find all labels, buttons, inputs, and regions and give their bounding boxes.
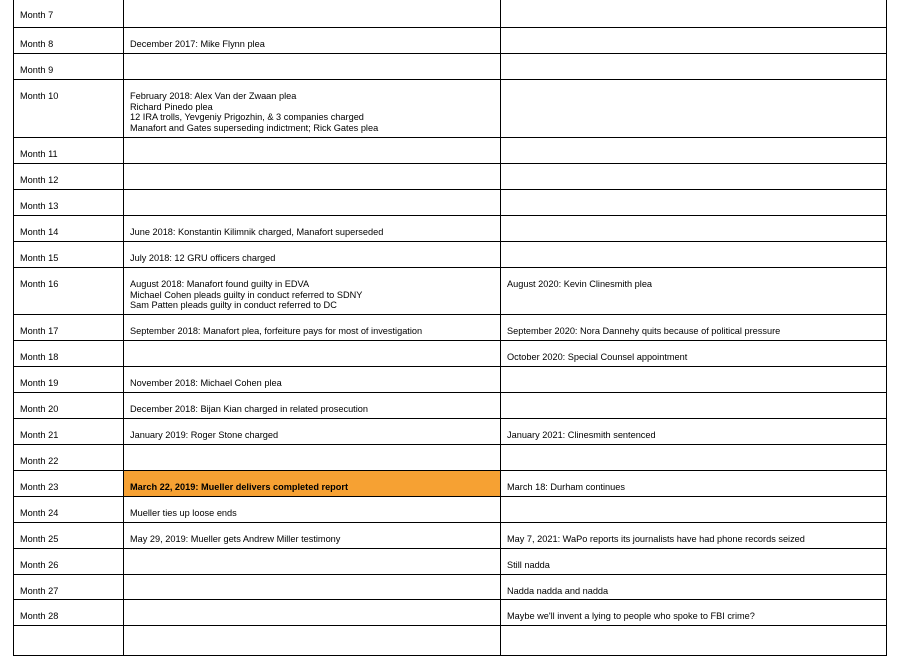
month-cell[interactable]: Month 19 <box>14 367 124 393</box>
durham-cell[interactable] <box>501 164 887 190</box>
month-cell[interactable]: Month 10 <box>14 80 124 138</box>
month-cell[interactable]: Month 13 <box>14 190 124 216</box>
mueller-cell[interactable] <box>124 575 501 600</box>
durham-cell[interactable] <box>501 54 887 80</box>
table-row <box>14 626 887 656</box>
durham-entry: March 18: Durham continues <box>507 482 625 492</box>
durham-entry: Still nadda <box>507 560 550 570</box>
mueller-cell[interactable] <box>124 315 501 341</box>
durham-cell[interactable] <box>501 549 887 575</box>
table-row <box>14 497 887 523</box>
mueller-entry: February 2018: Alex Van der Zwaan plea <box>130 91 297 101</box>
mueller-entry: Michael Cohen pleads guilty in conduct referred to SDNY <box>130 289 363 300</box>
table-row <box>14 242 887 268</box>
mueller-entry: Sam Patten pleads guilty in conduct referred to DC <box>130 300 337 311</box>
month-cell[interactable]: Month 12 <box>14 164 124 190</box>
mueller-entry: 12 IRA trolls, Yevgeniy Prigozhin, & 3 companies charged <box>130 112 364 123</box>
month-cell[interactable]: Month 7 <box>14 0 124 28</box>
timeline-table <box>13 0 887 656</box>
table-row <box>14 216 887 242</box>
month-cell[interactable]: Month 22 <box>14 445 124 471</box>
mueller-cell[interactable] <box>124 164 501 190</box>
mueller-cell[interactable] <box>124 138 501 164</box>
mueller-entry: August 2018: Manafort found guilty in EDVA <box>130 279 310 289</box>
mueller-cell[interactable] <box>124 523 501 549</box>
month-cell[interactable]: Month 28 <box>14 600 124 626</box>
mueller-entry: December 2018: Bijan Kian charged in related prosecution <box>130 404 369 414</box>
table-row <box>14 393 887 419</box>
mueller-entry: March 22, 2019: Mueller delivers completed report <box>130 482 349 492</box>
table-row <box>14 54 887 80</box>
mueller-cell[interactable] <box>124 190 501 216</box>
durham-cell[interactable] <box>501 138 887 164</box>
mueller-entry: Mueller ties up loose ends <box>130 508 237 518</box>
mueller-entry: December 2017: Mike Flynn plea <box>130 39 265 49</box>
mueller-entry: January 2019: Roger Stone charged <box>130 430 279 440</box>
month-cell[interactable]: Month 8 <box>14 28 124 54</box>
durham-cell[interactable] <box>501 575 887 600</box>
durham-entry: Nadda nadda and nadda <box>507 586 609 596</box>
month-cell[interactable]: Month 23 <box>14 471 124 497</box>
mueller-entry: Richard Pinedo plea <box>130 101 213 112</box>
table-row <box>14 367 887 393</box>
mueller-cell[interactable] <box>124 471 501 497</box>
mueller-cell[interactable] <box>124 367 501 393</box>
mueller-cell[interactable] <box>124 419 501 445</box>
durham-cell[interactable] <box>501 393 887 419</box>
mueller-cell[interactable] <box>124 393 501 419</box>
table-row <box>14 190 887 216</box>
mueller-cell[interactable] <box>124 80 501 138</box>
timeline-rows <box>14 0 887 656</box>
table-row <box>14 341 887 367</box>
table-row <box>14 445 887 471</box>
table-row <box>14 471 887 497</box>
mueller-cell[interactable] <box>124 268 501 315</box>
mueller-entry: September 2018: Manafort plea, forfeiture pays for most of investigation <box>130 326 423 336</box>
mueller-cell[interactable] <box>124 341 501 367</box>
table-row <box>14 419 887 445</box>
mueller-entry: Manafort and Gates superseding indictment; Rick Gates plea <box>130 122 379 133</box>
month-cell[interactable]: Month 20 <box>14 393 124 419</box>
table-row <box>14 575 887 600</box>
mueller-entry: May 29, 2019: Mueller gets Andrew Miller testimony <box>130 534 341 544</box>
table-row <box>14 549 887 575</box>
mueller-cell[interactable] <box>124 216 501 242</box>
mueller-cell[interactable] <box>124 0 501 28</box>
durham-entry: August 2020: Kevin Clinesmith plea <box>507 279 653 289</box>
mueller-entry: July 2018: 12 GRU officers charged <box>130 253 276 263</box>
durham-cell[interactable] <box>501 626 887 656</box>
table-row <box>14 600 887 626</box>
month-cell[interactable]: Month 15 <box>14 242 124 268</box>
mueller-cell[interactable] <box>124 497 501 523</box>
durham-cell[interactable] <box>501 600 887 626</box>
durham-cell[interactable] <box>501 268 887 315</box>
month-cell[interactable]: Month 11 <box>14 138 124 164</box>
durham-cell[interactable] <box>501 419 887 445</box>
mueller-cell[interactable] <box>124 626 501 656</box>
durham-cell[interactable] <box>501 190 887 216</box>
table-row <box>14 268 887 315</box>
durham-cell[interactable] <box>501 341 887 367</box>
month-cell[interactable]: Month 18 <box>14 341 124 367</box>
durham-cell[interactable] <box>501 80 887 138</box>
table-row <box>14 0 887 28</box>
month-cell[interactable]: Month 26 <box>14 549 124 575</box>
mueller-cell[interactable] <box>124 445 501 471</box>
month-cell[interactable]: Month 14 <box>14 216 124 242</box>
durham-cell[interactable] <box>501 523 887 549</box>
durham-cell[interactable] <box>501 497 887 523</box>
table-row <box>14 138 887 164</box>
durham-entry: May 7, 2021: WaPo reports its journalists have had phone records seized <box>507 534 805 544</box>
durham-cell[interactable] <box>501 367 887 393</box>
month-cell[interactable]: Month 24 <box>14 497 124 523</box>
month-cell[interactable] <box>14 626 124 656</box>
durham-cell[interactable] <box>501 28 887 54</box>
durham-cell[interactable] <box>501 471 887 497</box>
mueller-entry: November 2018: Michael Cohen plea <box>130 378 282 388</box>
table-row <box>14 80 887 138</box>
durham-cell[interactable] <box>501 445 887 471</box>
table-row <box>14 164 887 190</box>
durham-entry: Maybe we'll invent a lying to people who spoke to FBI crime? <box>507 611 755 621</box>
durham-entry: October 2020: Special Counsel appointment <box>507 352 688 362</box>
table-row <box>14 523 887 549</box>
month-cell[interactable]: Month 25 <box>14 523 124 549</box>
durham-cell[interactable] <box>501 315 887 341</box>
table-row <box>14 28 887 54</box>
mueller-entry: June 2018: Konstantin Kilimnik charged, Manafort superseded <box>130 227 384 237</box>
mueller-cell[interactable] <box>124 54 501 80</box>
mueller-cell[interactable] <box>124 242 501 268</box>
month-cell[interactable]: Month 17 <box>14 315 124 341</box>
durham-cell[interactable] <box>501 0 887 28</box>
durham-entry: January 2021: Clinesmith sentenced <box>507 430 656 440</box>
durham-entry: September 2020: Nora Dannehy quits because of political pressure <box>507 326 781 336</box>
month-cell[interactable]: Month 21 <box>14 419 124 445</box>
month-cell[interactable]: Month 16 <box>14 268 124 315</box>
table-row <box>14 315 887 341</box>
durham-cell[interactable] <box>501 216 887 242</box>
mueller-cell[interactable] <box>124 549 501 575</box>
mueller-cell[interactable] <box>124 600 501 626</box>
mueller-cell[interactable] <box>124 28 501 54</box>
month-cell[interactable]: Month 9 <box>14 54 124 80</box>
durham-cell[interactable] <box>501 242 887 268</box>
month-cell[interactable]: Month 27 <box>14 575 124 600</box>
